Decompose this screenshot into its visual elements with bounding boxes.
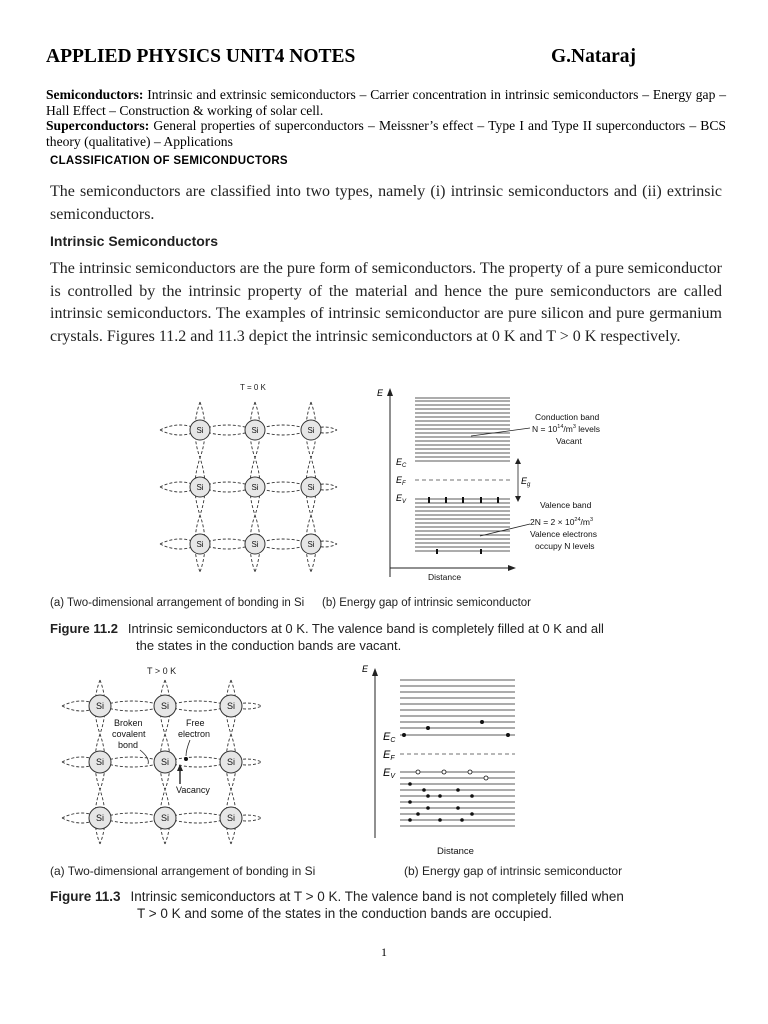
ev-label: EV [383,767,396,780]
subcaption-a: (a) Two-dimensional arrangement of bonding in Si [50,597,305,609]
si-label: Si [307,483,315,492]
si-label: Si [196,483,204,492]
si-label: Si [95,813,105,823]
conduction-band [415,398,510,461]
si-label: Si [251,540,259,549]
si-label: Si [307,540,315,549]
figure-11-2 [0,372,768,662]
intro-paragraph: The semiconductors are classified into two types, namely (i) intrinsic semiconductors and (ii) extrinsic semiconductors. [50,183,722,223]
broken-bond-label-1: Broken [114,718,143,728]
conduction-band-title: Conduction band [535,412,600,422]
si-label: Si [160,701,170,711]
ev-label: $E_V$ [396,493,407,505]
syllabus-superconductors [46,118,726,150]
figure-caption-line2: the states in the conduction bands are vacant. [136,638,402,653]
subcaption-b: (b) Energy gap of intrinsic semiconductor [404,864,623,878]
conduction-band-state: Vacant [556,436,582,446]
superconductors-topics: General properties of superconductors – Meissner’s effect – Type I and Type II superconductors – BCS theory (qualitative) – Applications [46,118,726,149]
superconductors-label: Superconductors: [46,118,150,133]
figure-11-3 [0,660,768,922]
subcaption-b: (b) Energy gap of intrinsic semiconductor [322,597,532,609]
valence-band [400,772,515,826]
figure-caption-line2: T > 0 K and some of the states in the conduction bands are occupied. [137,906,553,921]
free-electron-label-2: electron [178,729,211,739]
si-label: Si [160,757,170,767]
section-heading: CLASSIFICATION OF SEMICONDUCTORS [50,155,288,167]
si-label: Si [196,540,204,549]
valence-band-levels: $2N = 2 \times 10^{24}/m^3$ [530,517,594,527]
valence-band-line3: Valence electrons [530,529,597,539]
ec-label: $E_C$ [396,457,407,469]
subcaption-a: (a) Two-dimensional arrangement of bonding in Si [50,864,316,878]
si-label: Si [196,426,204,435]
energy-band-diagram-0k [377,388,600,582]
valence-electrons [428,497,499,554]
distance-axis-label: Distance [428,572,462,582]
valence-pointer [480,524,530,536]
si-label: Si [160,813,170,823]
si-label: Si [251,483,259,492]
ef-label: EF [383,749,395,762]
conduction-band [400,680,515,735]
si-label: Si [226,701,236,711]
energy-axis-label: E [362,664,369,674]
energy-band-diagram-hot [362,664,515,857]
page-number: 1 [381,945,387,959]
semiconductors-topics: Intrinsic and extrinsic semiconductors – Carrier concentration in intrinsic semiconductors – Energy gap – Hall Effect – Construction & working of solar cell. [46,87,726,118]
si-label: Si [251,426,259,435]
author-name: G.Nataraj [551,46,637,67]
conduction-electrons [402,720,510,737]
valence-band-title: Valence band [540,500,592,510]
distance-axis-label: Distance [437,846,474,857]
free-electron-pointer [186,740,190,756]
intrinsic-paragraph: The intrinsic semiconductors are the pure form of semiconductors. The property of a pure semiconductor is controlled by the intrinsic property of the material and hence the pure semiconductors are called intrinsic semiconductors. The examples of intrinsic semiconductor are pure silicon and pure germanium crystals. Figures 11.2 and 11.3 depict the intrinsic semiconductors at 0 K and T > 0 K respectively. [50,260,722,345]
vacancy-label: Vacancy [176,785,210,795]
si-label: Si [226,757,236,767]
broken-bond-label-2: covalent [112,729,146,739]
broken-bond-label-3: bond [118,740,139,750]
ec-label: EC [383,731,396,744]
ef-label: $E_F$ [396,475,406,487]
valence-band [415,499,510,551]
si-label: Si [307,426,315,435]
valence-band-line4: occupy N levels [535,541,595,551]
eg-label: $E_g$ [521,476,531,488]
energy-axis-label: E [377,388,384,398]
si-label: Si [95,757,105,767]
holes [416,770,488,780]
si-atoms-0k [190,420,321,554]
semiconductors-label: Semiconductors: [46,87,144,102]
figure-caption-line1: Figure 11.3 Intrinsic semiconductors at T > 0 K. The valence band is not completely filled when [50,889,624,904]
temperature-label: T = 0 K [240,383,266,392]
si-label: Si [95,701,105,711]
intrinsic-heading: Intrinsic Semiconductors [50,233,219,249]
temperature-label: T > 0 K [147,666,177,676]
free-electron-label-1: Free [186,718,205,728]
syllabus-semiconductors [46,87,726,119]
free-electron-dot [184,757,188,761]
document-title: APPLIED PHYSICS UNIT4 NOTES [46,46,356,67]
conduction-band-levels: $N = 10^{14}/m^3$ levels [532,424,601,434]
figure-caption-line1: Figure 11.2 Intrinsic semiconductors at 0 K. The valence band is completely filled at 0 K and all [50,621,604,636]
si-label: Si [226,813,236,823]
